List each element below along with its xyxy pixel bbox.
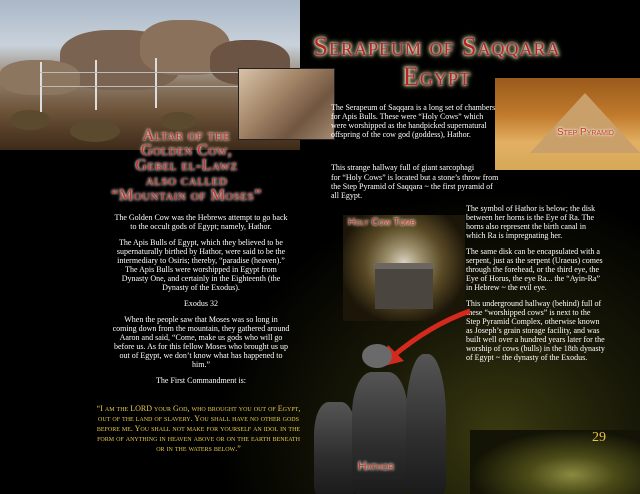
left-paragraph: The Golden Cow was the Hebrews attempt to go back to the occult gods of Egypt; namely, Hathor.: [114, 213, 288, 231]
left-column: [112, 213, 290, 392]
altar-caption-line: Golden Cow,: [140, 142, 233, 159]
right-paragraph: The symbol of Hathor is below; the disk between her horns is the Eye of Ra. The horns also represent the birth canal in which Ra is impregnating her.: [466, 204, 596, 240]
altar-caption-line: Gebel el-Lawz: [135, 157, 238, 174]
hathor-label: Hathor: [358, 459, 395, 473]
first-commandment-quote: “I am the LORD your God, who brought you out of Egypt, out of the land of slavery. You shall have no other gods before me. You shall not make for yourself an idol in the form of anything in heaven above or on the earth beneath or in the waters below.”: [96, 404, 301, 453]
altar-caption-line: also called: [145, 172, 228, 189]
hallway-text-a: This strange hallway full of giant sarcophagi: [331, 163, 475, 172]
right-paragraph: This underground hallway (behind) full of these “worshipped cows” is next to the Step Pyramid Complex, otherwise known as Joseph’s grain storage facility, and was built well over a hundred years later for the worship of cows (bulls) in the 18th dynasty of Egypt ~ the dynasty of the Exodus.: [466, 299, 605, 362]
title-line-2: Egypt: [403, 62, 471, 91]
left-paragraph: Exodus 32: [184, 299, 218, 308]
altar-caption-line: “Mountain of Moses”: [111, 187, 262, 204]
title-line-1: Serapeum of Saqqara: [313, 32, 561, 61]
underground-hallway-photo: [470, 430, 640, 494]
left-paragraph: When the people saw that Moses was so long in coming down from the mountain, they gathered around Aaron and said, “Come, make us gods who will go before us. As for this fellow Moses who brought us up out of Egypt, we don’t know what has happened to him.”: [112, 315, 290, 369]
step-pyramid-label: Step Pyramid: [557, 127, 614, 138]
right-column: [466, 204, 606, 369]
left-paragraph: The Apis Bulls of Egypt, which they believed to be supernaturally birthed by Hathor, were said to be the intermediary to Osiris; thereby, “paradise (heaven).” The Apis Bulls were worshipped in Egypt from Dynasty One, and certainly in the Eighteenth (the Dynasty of the Exodus).: [116, 238, 286, 292]
hallway-text-b: for “Holy Cows” is located but a stone’s throw from the Step Pyramid of Saqqara ~ the first pyramid of all Egypt.: [331, 173, 499, 200]
right-paragraph: The same disk can be encapsulated with a serpent, just as the serpent (Uraeus) comes through the forehead, or the third eye, the Eye of Horus, the eye Ra... the “Ayin-Ra” in Hebrew ~ the evil eye.: [466, 247, 603, 292]
serapeum-intro-text: The Serapeum of Saqqara is a long set of chambers for Apis Bulls. These were “Holy Cows” which were worshipped as the handpicked supernatural offspring of the cow god (goddess), Hathor.: [331, 103, 496, 139]
page-number: 29: [592, 430, 606, 445]
left-paragraph: The First Commandment is:: [156, 376, 246, 385]
altar-caption-line: Altar of the: [142, 127, 231, 144]
page-title: [308, 32, 566, 92]
altar-caption: [84, 128, 289, 203]
holy-cow-tomb-label: Holy Cow Tomb: [348, 217, 416, 228]
